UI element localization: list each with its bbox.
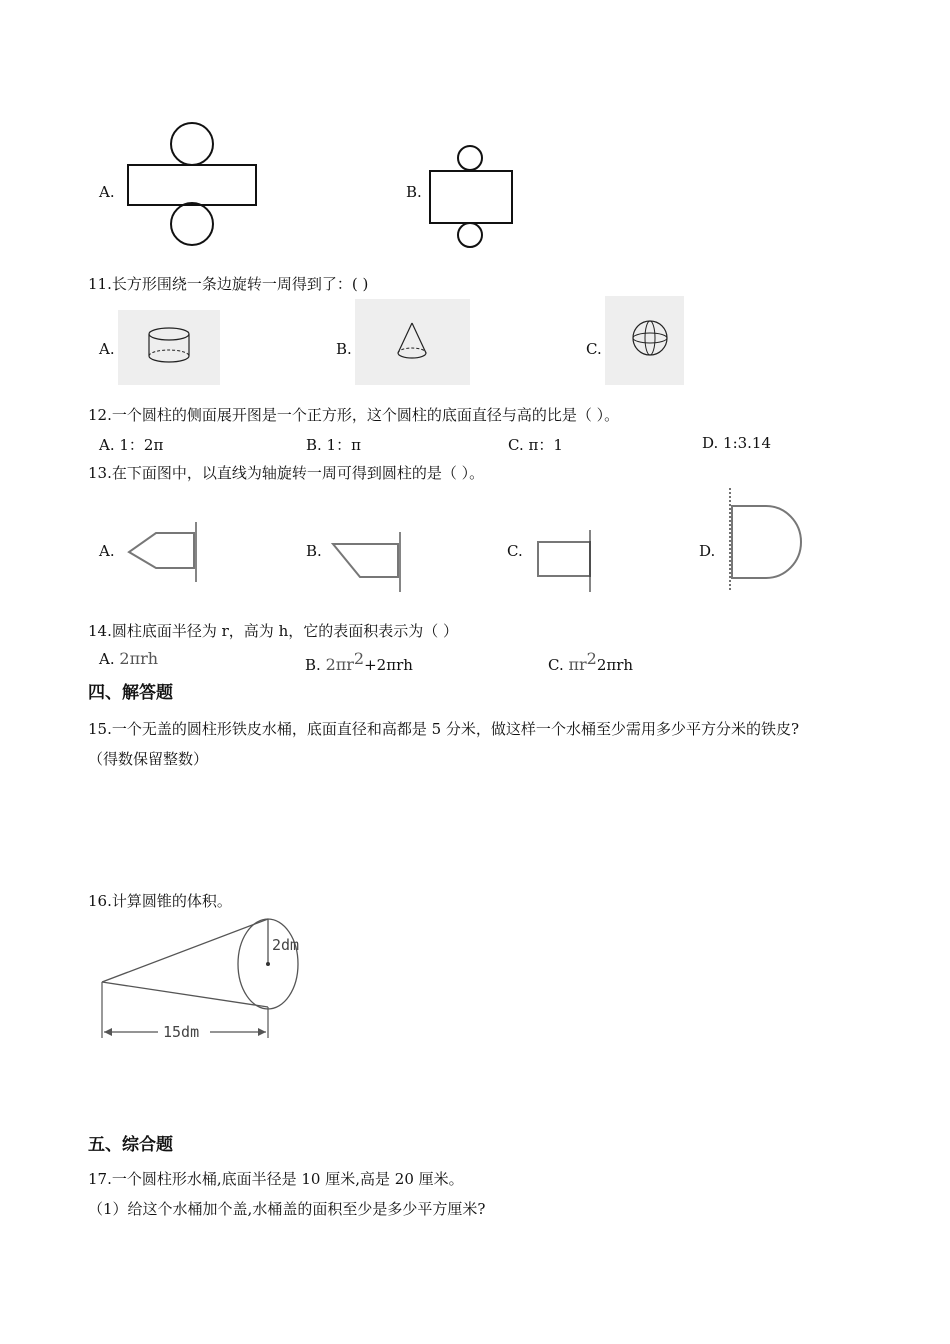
q17-text: 17.一个圆柱形水桶,底面半径是 10 厘米,高是 20 厘米。 [88,1170,464,1188]
q14-option-b-formula: 2πr [325,655,354,674]
q17-sub1: （1）给这个水桶加个盖,水桶盖的面积至少是多少平方厘米? [88,1200,486,1218]
q15-line2: （得数保留整数） [88,750,209,768]
section-4-title: 四、解答题 [88,683,173,703]
cone-height-label: 15dm [163,1023,200,1041]
net-circle-bottom [171,203,213,245]
q13-option-a-figure [124,518,200,584]
q14-option-c [548,649,633,674]
q12-text: 12.一个圆柱的侧面展开图是一个正方形，这个圆柱的底面直径与高的比是（ ）。 [88,406,620,424]
q13-option-d-label: D. [699,542,716,560]
q10-option-b-label: B. [406,183,422,201]
section-5-title: 五、综合题 [88,1135,173,1155]
q14-option-c-exponent: 2 [586,649,597,668]
q13-option-d-figure [724,486,806,594]
q11-text: 11.长方形围绕一条边旋转一周得到了：( ) [88,275,369,293]
net-circle-top [458,146,482,170]
cylinder-icon [118,310,220,385]
q14-option-a-formula: 2πrh [119,649,159,668]
q13-option-b-label: B. [306,542,322,560]
q12-option-b: B. 1：π [306,436,361,454]
q11-option-a-label: A. [99,340,115,358]
q14-option-a [99,649,158,668]
sphere-icon [605,296,684,385]
q10-option-a-figure [122,120,262,248]
q14-option-b-formula-rest: +2πrh [364,656,413,674]
q10-option-a-label: A. [99,183,115,201]
q13-option-c-figure [532,528,596,594]
net-circle-bottom [458,223,482,247]
q13-option-b-figure [330,530,406,594]
q15-line1: 15.一个无盖的圆柱形铁皮水桶，底面直径和高都是 5 分米，做这样一个水桶至少需用多少平方分米的铁皮? [88,720,799,738]
q14-option-a-label: A. [99,650,115,668]
q12-option-c: C. π：1 [508,436,563,454]
q11-option-b-label: B. [336,340,352,358]
q11-option-c-label: C. [586,340,602,358]
cone-radius-label: 2dm [272,936,300,954]
q14-option-b-label: B. [305,656,321,674]
q13-text: 13.在下面图中，以直线为轴旋转一周可得到圆柱的是（ ）。 [88,464,485,482]
q12-option-a: A. 1：2π [99,436,164,454]
q14-option-b [305,649,413,674]
q10-option-b-figure [426,144,518,250]
net-rectangle [128,165,256,205]
cone-icon [355,299,470,385]
q14-option-c-formula: πr [568,655,587,674]
q14-option-c-label: C. [548,656,564,674]
cone-figure [92,910,312,1050]
q13-option-a-label: A. [99,542,115,560]
q12-option-d: D. 1:3.14 [702,434,772,452]
q14-option-b-exponent: 2 [353,649,365,668]
q13-option-c-label: C. [507,542,523,560]
net-circle-top [171,123,213,165]
q14-text: 14.圆柱底面半径为 r，高为 h，它的表面积表示为（ ） [88,622,458,640]
q14-option-c-formula-rest: 2πrh [596,656,634,674]
q16-text: 16.计算圆锥的体积。 [88,892,232,910]
net-rectangle [430,171,512,223]
